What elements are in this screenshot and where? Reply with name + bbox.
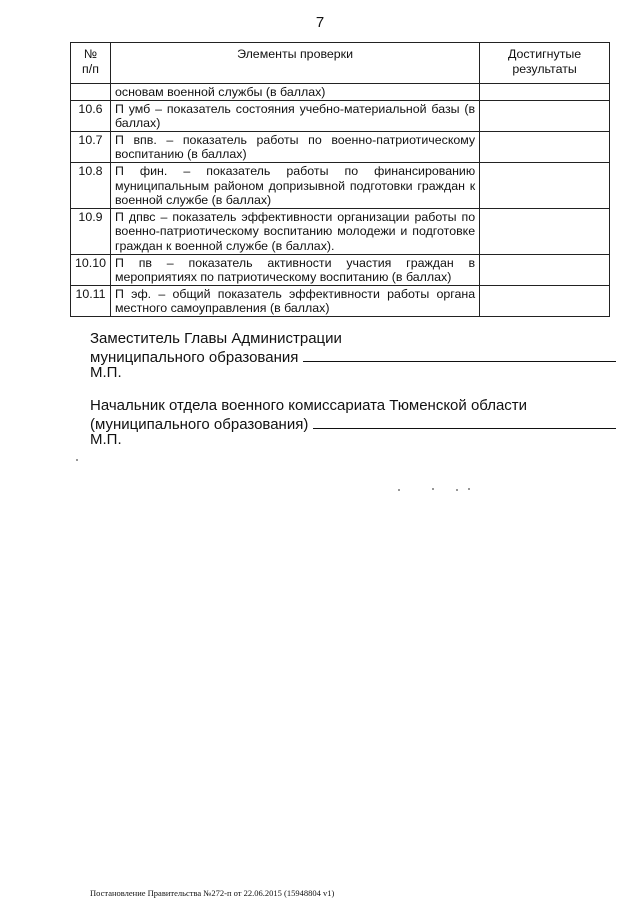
table-row xyxy=(71,285,610,316)
scan-speck xyxy=(76,459,78,461)
table-row xyxy=(71,254,610,285)
row-description: П дпвс – показатель эффективности организации работы по военно-патриотическому воспитанию молодежи и подготовке граждан к военной службе (в баллах). xyxy=(110,208,479,254)
row-description: основам военной службы (в баллах) xyxy=(110,84,479,101)
page-number: 7 xyxy=(315,14,325,31)
scan-speck xyxy=(456,489,458,491)
row-result-cell[interactable] xyxy=(480,131,610,162)
deputy-title: Заместитель Главы Администрации xyxy=(90,330,342,347)
scan-speck xyxy=(398,489,400,491)
row-description: П фин. – показатель работы по финансированию муниципальным районом допризывной подготовки граждан к военной службе (в баллах) xyxy=(110,162,479,208)
row-result-cell[interactable] xyxy=(480,254,610,285)
row-description: П умб – показатель состояния учебно-материальной базы (в баллах) xyxy=(110,100,479,131)
table-row xyxy=(71,100,610,131)
chief-title: Начальник отдела военного комиссариата Тюменской области xyxy=(90,397,528,414)
deputy-signature-line[interactable] xyxy=(303,347,616,362)
check-table xyxy=(70,42,610,317)
chief-signature-line[interactable] xyxy=(313,414,616,429)
header-results xyxy=(480,43,610,84)
row-number: 10.11 xyxy=(71,285,111,316)
row-result-cell[interactable] xyxy=(480,100,610,131)
header-results-label: Достигнутые результаты xyxy=(507,47,582,76)
header-number xyxy=(71,43,111,84)
table-row xyxy=(71,162,610,208)
deputy-municipality-row xyxy=(90,347,616,367)
scan-speck xyxy=(432,488,434,490)
chief-municipality-label: (муниципального образования) xyxy=(90,416,309,433)
table-row xyxy=(71,131,610,162)
row-result-cell[interactable] xyxy=(480,285,610,316)
header-elements-label: Элементы проверки xyxy=(237,47,354,61)
header-number-label: № п/п xyxy=(82,47,99,76)
table-row xyxy=(71,84,610,101)
scan-speck xyxy=(468,488,470,490)
row-description: П впв. – показатель работы по военно-патриотическому воспитанию (в баллах) xyxy=(110,131,479,162)
chief-stamp-mark: М.П. xyxy=(90,431,122,448)
document-footer: Постановление Правительства №272-п от 22.06.2015 (15948804 v1) xyxy=(90,888,335,898)
row-description: П пв – показатель активности участия граждан в мероприятиях по патриотическому воспитанию (в баллах) xyxy=(110,254,479,285)
deputy-stamp-mark: М.П. xyxy=(90,364,122,381)
deputy-municipality-label: муниципального образования xyxy=(90,349,299,366)
row-result-cell[interactable] xyxy=(480,208,610,254)
row-number: 10.10 xyxy=(71,254,111,285)
header-elements xyxy=(110,43,479,84)
row-number: 10.7 xyxy=(71,131,111,162)
row-description: П эф. – общий показатель эффективности работы органа местного самоуправления (в баллах) xyxy=(110,285,479,316)
table-header-row xyxy=(71,43,610,84)
chief-municipality-row xyxy=(90,414,616,434)
row-result-cell[interactable] xyxy=(480,162,610,208)
row-number: 10.6 xyxy=(71,100,111,131)
row-result-cell[interactable] xyxy=(480,84,610,101)
row-number xyxy=(71,84,111,101)
row-number: 10.8 xyxy=(71,162,111,208)
table-row xyxy=(71,208,610,254)
row-number: 10.9 xyxy=(71,208,111,254)
